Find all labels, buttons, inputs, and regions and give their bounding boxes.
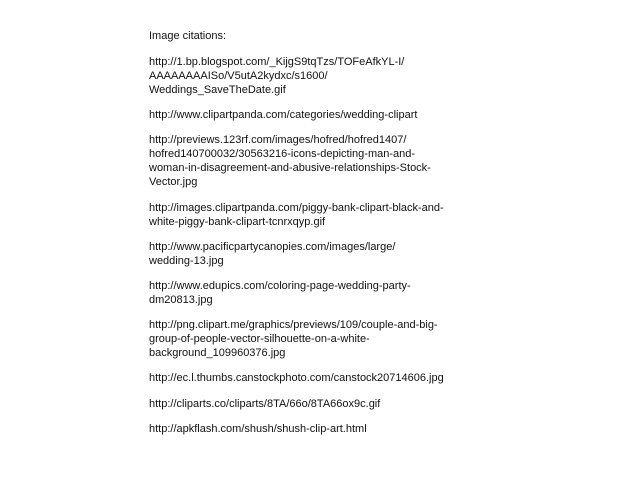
citation-line: http://previews.123rf.com/images/hofred/hofred1407/ — [149, 134, 407, 147]
citation-line: white-piggy-bank-clipart-tcnrxqyp.gif — [149, 215, 326, 228]
citation-line: background_109960376.jpg — [149, 347, 286, 360]
citation-line: dm20813.jpg — [149, 293, 213, 306]
citation-line: http://www.edupics.com/coloring-page-wedding-party- — [149, 279, 411, 292]
citation-item — [149, 55, 479, 97]
citation-line: http://apkflash.com/shush/shush-clip-art.html — [149, 422, 367, 435]
citation-line: Weddings_SaveTheDate.gif — [149, 84, 286, 96]
citation-item — [149, 133, 479, 189]
citations-panel — [149, 29, 479, 447]
citation-line: wedding-13.jpg — [149, 254, 224, 267]
citation-item — [149, 279, 479, 307]
citation-item — [149, 201, 479, 229]
citation-line: group-of-people-vector-silhouette-on-a-white- — [149, 333, 370, 346]
citation-item — [149, 240, 479, 268]
citation-line: Vector.jpg — [149, 176, 198, 189]
citation-line: http://cliparts.co/cliparts/8TA/66o/8TA66ox9c.gif — [149, 397, 381, 410]
citation-line: hofred140700032/30563216-icons-depicting-man-and- — [149, 148, 416, 161]
citation-item — [149, 422, 479, 436]
citation-line: http://ec.l.thumbs.canstockphoto.com/canstock20714606.jpg — [149, 372, 444, 385]
citation-line: http://images.clipartpanda.com/piggy-bank-clipart-black-and- — [149, 201, 444, 214]
citation-line: http://www.pacificpartycanopies.com/images/large/ — [149, 240, 396, 253]
citations-heading: Image citations: — [149, 30, 227, 42]
citation-line: http://1.bp.blogspot.com/_KijgS9tqTzs/TOFeAfkYL-I/ — [149, 56, 405, 68]
citation-item — [149, 371, 479, 385]
citation-line: http://png.clipart.me/graphics/previews/109/couple-and-big- — [149, 319, 438, 332]
citation-line: AAAAAAAAISo/V5utA2kydxc/s1600/ — [149, 70, 328, 82]
citation-line: woman-in-disagreement-and-abusive-relationships-Stock- — [149, 162, 431, 175]
citation-item — [149, 108, 479, 122]
citation-line: http://www.clipartpanda.com/categories/wedding-clipart — [149, 109, 418, 122]
citation-item — [149, 397, 479, 411]
citation-item — [149, 318, 479, 360]
